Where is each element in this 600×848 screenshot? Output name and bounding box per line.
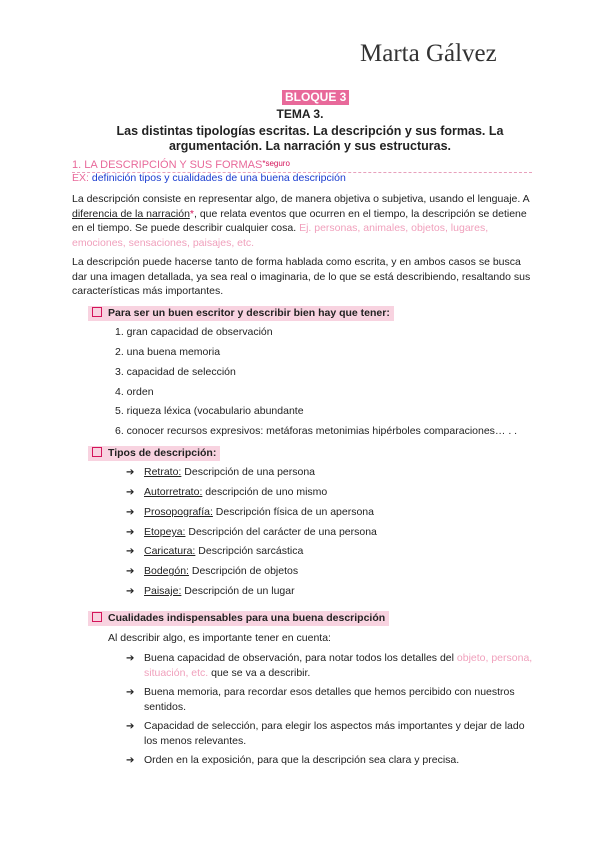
- type-desc: descripción de uno mismo: [202, 486, 328, 498]
- type-item: [126, 486, 327, 498]
- para1-line-c: [72, 221, 556, 236]
- type-item: [126, 565, 298, 577]
- narracion-link: diferencia de la narración: [72, 207, 190, 220]
- type-term: Autorretrato:: [144, 486, 203, 498]
- section-label: 1. LA DESCRIPCIÓN Y SUS FORMAS: [72, 159, 263, 171]
- list-item: 5. riqueza léxica (vocabulario abundante: [115, 405, 304, 417]
- type-item: [126, 466, 315, 478]
- quality-examples-2: situación, etc.: [144, 667, 209, 679]
- quality-item: [126, 651, 556, 681]
- type-item: [126, 526, 377, 538]
- bloque-badge: BLOQUE 3: [282, 90, 349, 105]
- checkbox-icon: [92, 447, 102, 457]
- heading-good-writer-text: Para ser un buen escritor y describir bien hay que tener:: [108, 307, 390, 319]
- arrow-icon: ➔: [126, 586, 135, 597]
- para2-line-c: características más importantes.: [72, 285, 224, 297]
- type-item: [126, 506, 374, 518]
- para1-line-a: La descripción consiste en representar algo, de manera objetiva o subjetiva, usando el lenguaje. A: [72, 193, 530, 205]
- heading-qualities-text: Cualidades indispensables para una buena descripción: [108, 612, 386, 624]
- arrow-icon: ➔: [126, 467, 135, 478]
- para1-line-d: emociones, sensaciones, paisajes, etc.: [72, 236, 255, 249]
- type-term: Prosopografía:: [144, 506, 213, 518]
- heading-good-writer: [88, 306, 394, 321]
- para2-line-b: dar una imagen detallada, ya sea real o imaginaria, de lo que se está describiendo, resaltando sus: [72, 270, 531, 283]
- quality-item: [126, 753, 556, 768]
- arrow-icon: ➔: [126, 755, 135, 766]
- arrow-icon: ➔: [126, 507, 135, 518]
- para1-line-c-text: en el tiempo. Se puede describir cualquier cosa.: [72, 222, 297, 234]
- list-item: 6. conocer recursos expresivos: metáforas metonimias hipérboles comparaciones… . .: [115, 425, 518, 437]
- arrow-icon: ➔: [126, 487, 135, 498]
- para1-line-b-rest: , que relata eventos que ocurren en el tiempo, la descripción se detiene: [194, 207, 527, 220]
- type-desc: Descripción sarcástica: [195, 545, 304, 557]
- type-term: Etopeya:: [144, 526, 186, 538]
- heading-types: [88, 446, 220, 461]
- paragraph-forms: [72, 255, 556, 299]
- checkbox-icon: [92, 612, 102, 622]
- qualities-intro: Al describir algo, es importante tener en cuenta:: [108, 632, 331, 644]
- heading-types-text: Tipos de descripción:: [108, 447, 217, 459]
- list-item: 4. orden: [115, 386, 154, 398]
- quality-text: Capacidad de selección, para elegir los aspectos más importantes y dejar de lado: [144, 720, 525, 732]
- quality-examples: objeto, persona,: [456, 652, 533, 664]
- quality-text-end: sentidos.: [144, 701, 187, 713]
- document-title: [80, 124, 540, 154]
- type-desc: Descripción física de un apersona: [212, 506, 374, 518]
- quality-item: [126, 685, 556, 715]
- arrow-icon: ➔: [126, 721, 135, 732]
- type-desc: Descripción de una persona: [181, 466, 316, 478]
- quality-text-end: que se va a describir.: [211, 667, 311, 679]
- arrow-icon: ➔: [126, 546, 135, 557]
- paragraph-definition: [72, 192, 556, 250]
- quality-text: Buena memoria, para recordar esos detalles que hemos percibido con nuestros: [144, 686, 515, 698]
- list-item: 2. una buena memoria: [115, 346, 221, 358]
- section-heading: [72, 159, 532, 173]
- exam-label: EX:: [72, 172, 89, 184]
- heading-qualities: [88, 611, 389, 626]
- type-term: Retrato:: [144, 466, 182, 478]
- arrow-icon: ➔: [126, 566, 135, 577]
- quality-text-end: los menos relevantes.: [144, 735, 247, 747]
- list-item: 3. capacidad de selección: [115, 366, 236, 378]
- para1-examples: Ej. personas, animales, objetos, lugares,: [299, 222, 489, 234]
- para2-line-a: La descripción puede hacerse tanto de forma hablada como escrita, y en ambos casos se busca: [72, 256, 521, 268]
- title-line-1: Las distintas tipologías escritas. La descripción y sus formas. La: [116, 124, 504, 138]
- tema-heading: TEMA 3.: [276, 107, 324, 121]
- type-term: Bodegón:: [144, 565, 189, 577]
- asterisk: *: [189, 207, 194, 220]
- quality-item: [126, 719, 556, 749]
- arrow-icon: ➔: [126, 653, 135, 664]
- list-item: 1. gran capacidad de observación: [115, 326, 273, 338]
- arrow-icon: ➔: [126, 687, 135, 698]
- checkbox-icon: [92, 307, 102, 317]
- exam-note: [72, 172, 346, 184]
- type-term: Paisaje:: [144, 585, 182, 597]
- type-term: Caricatura:: [144, 545, 196, 557]
- exam-text: definición tipos y cualidades de una buena descripción: [91, 172, 346, 184]
- quality-text: Orden en la exposición, para que la descripción sea clara y precisa.: [144, 754, 460, 766]
- para1-line-b: [72, 207, 556, 222]
- type-item: [126, 585, 295, 597]
- author-name: Marta Gálvez: [360, 40, 497, 67]
- type-desc: Descripción del carácter de una persona: [185, 526, 377, 538]
- type-desc: Descripción de un lugar: [181, 585, 295, 597]
- section-note: *seguro: [262, 159, 290, 168]
- type-desc: Descripción de objetos: [188, 565, 299, 577]
- type-item: [126, 545, 303, 557]
- title-line-2: argumentación. La narración y sus estructuras.: [168, 139, 452, 153]
- arrow-icon: ➔: [126, 527, 135, 538]
- quality-text: Buena capacidad de observación, para notar todos los detalles del: [144, 652, 454, 664]
